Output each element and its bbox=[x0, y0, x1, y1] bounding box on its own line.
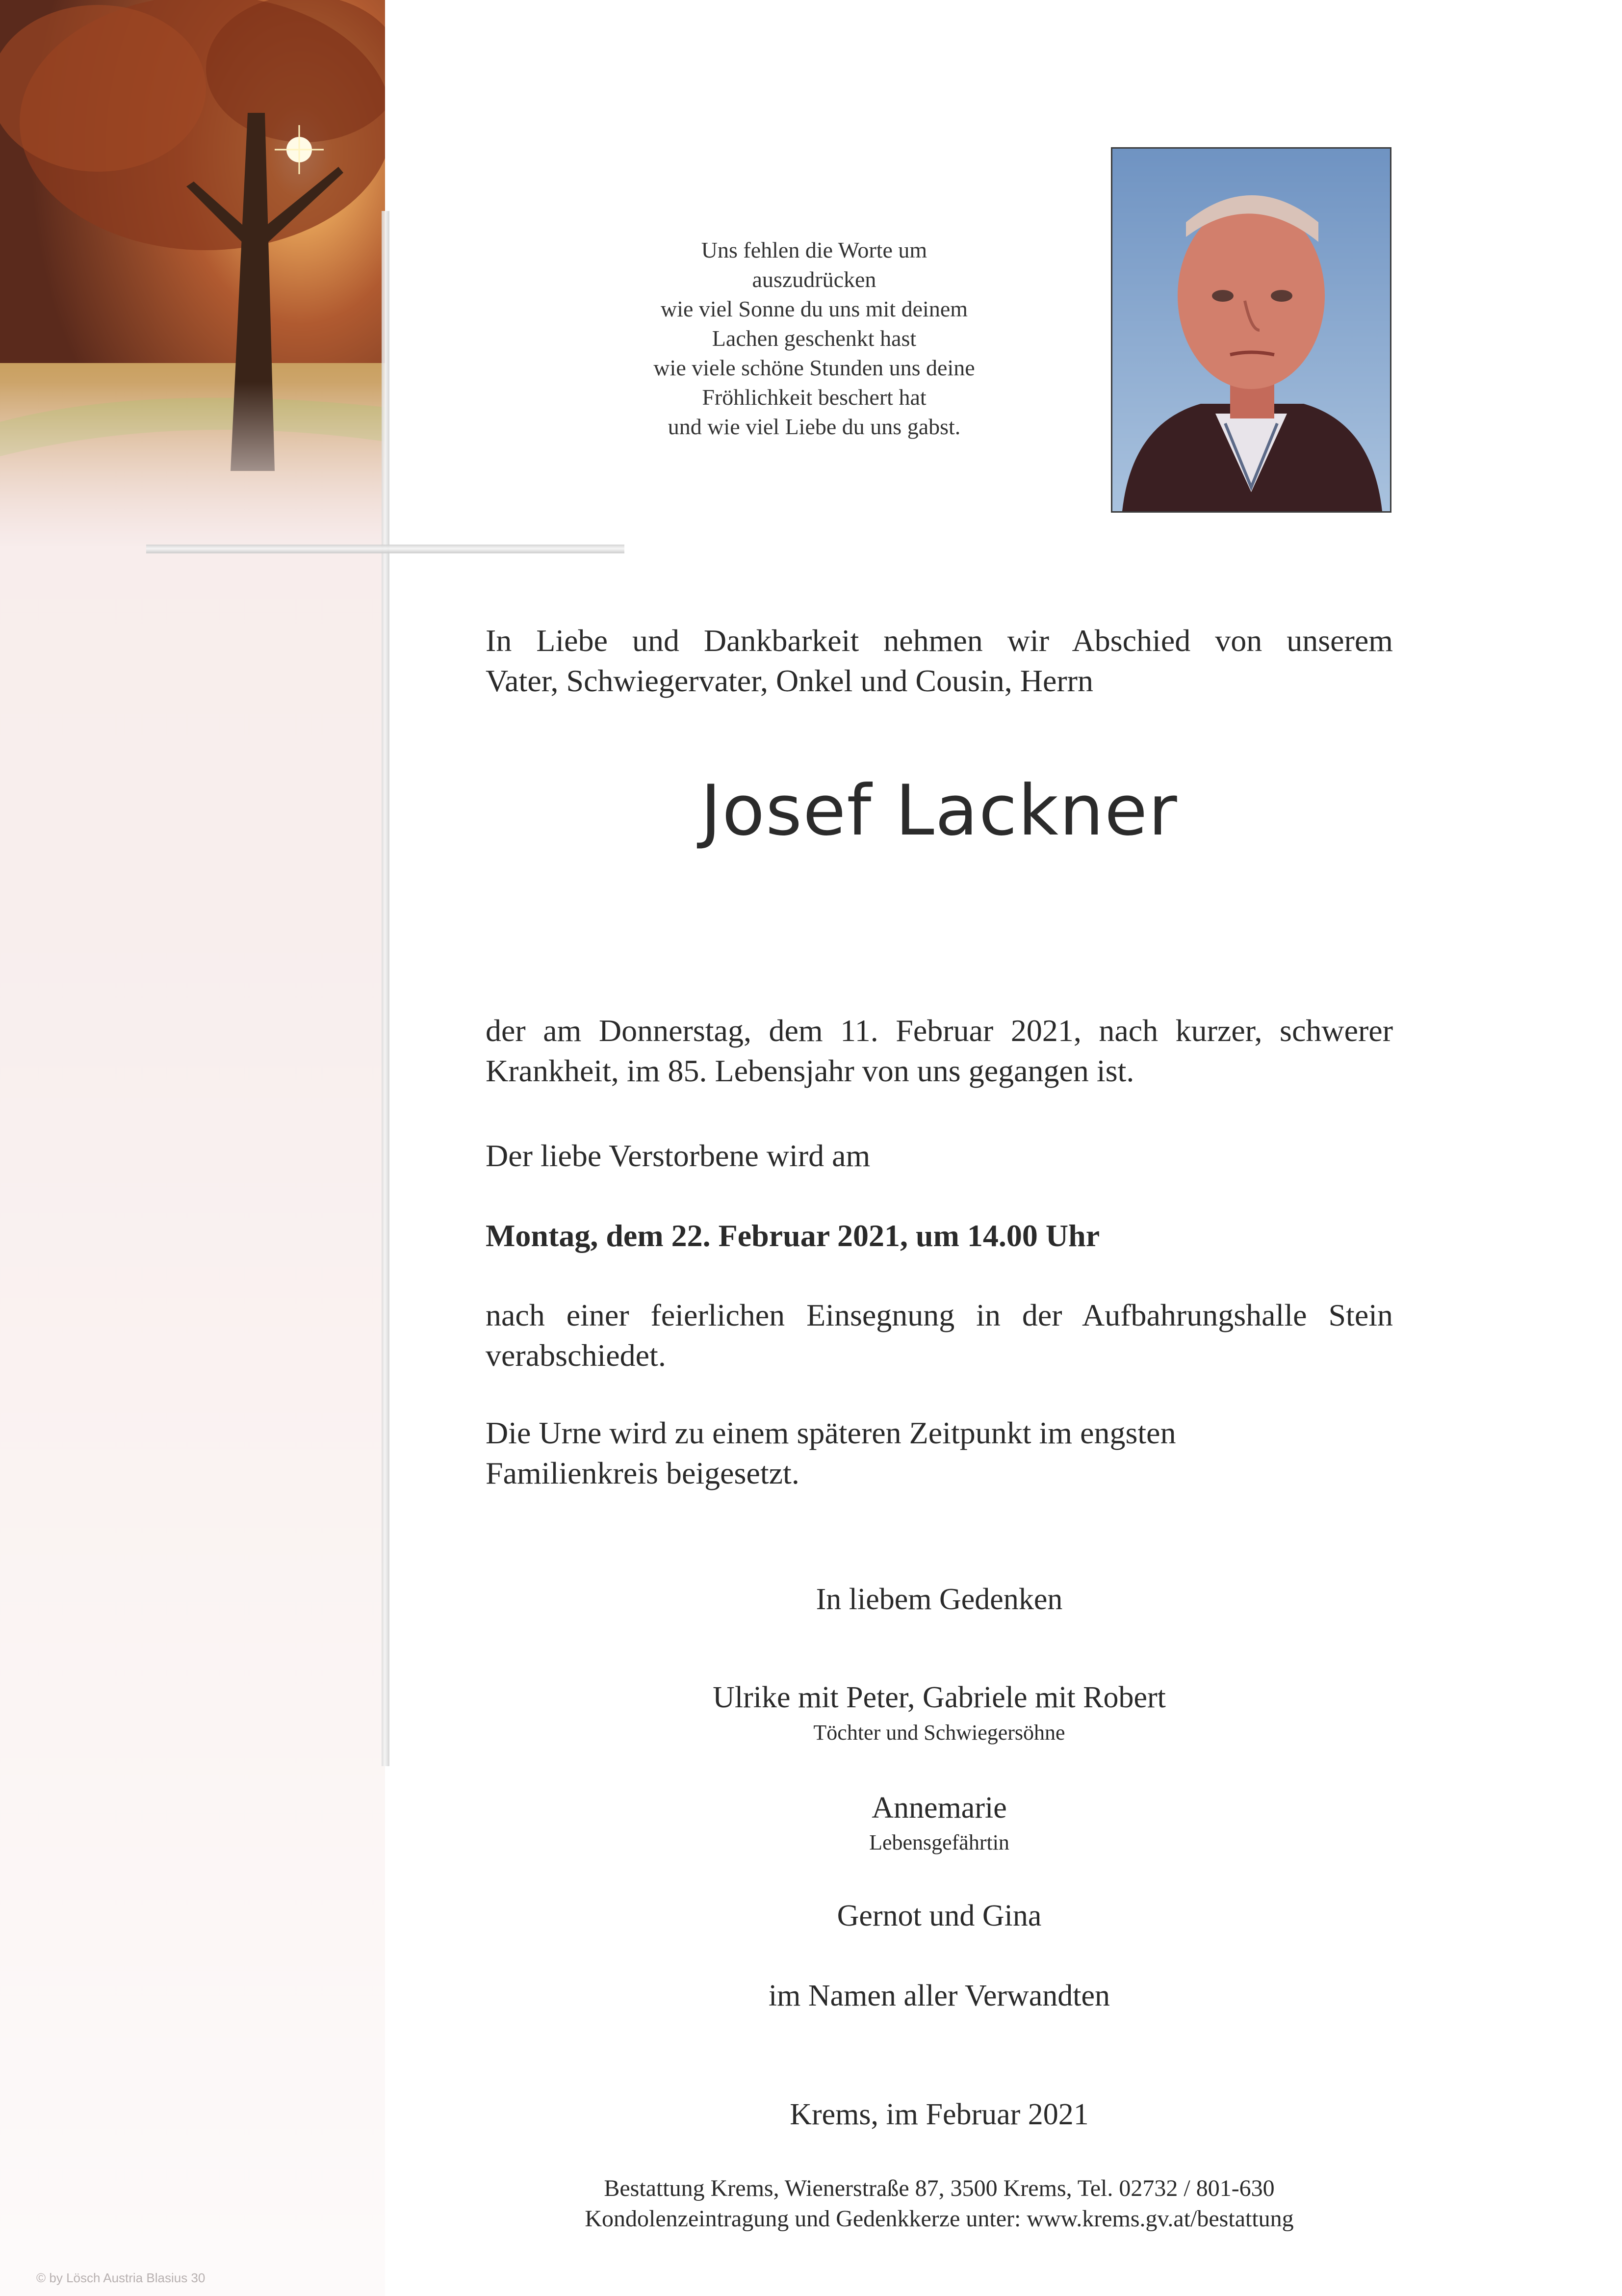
poem-line: auszudrücken bbox=[752, 267, 876, 292]
funeral-home-address: Bestattung Krems, Wienerstraße 87, 3500 Krems, Tel. 02732 / 801-630 bbox=[604, 2175, 1275, 2201]
ceremony-place bbox=[486, 1295, 1393, 1376]
mourners-heading: In liebem Gedenken bbox=[816, 1583, 1063, 1616]
funeral-home-info bbox=[486, 2173, 1393, 2234]
poem-line: wie viel Sonne du uns mit deinem bbox=[660, 296, 968, 321]
intro-line: Vater, Schwiegervater, Onkel und Cousin, Herrn bbox=[486, 663, 1093, 698]
cross-horizontal-bar bbox=[146, 545, 624, 553]
mourner-relation: Lebensgefährtin bbox=[869, 1830, 1009, 1854]
poem-line: Fröhlichkeit beschert hat bbox=[702, 385, 927, 410]
mourner-names: Gernot und Gina bbox=[837, 1899, 1042, 1932]
place-and-date: Krems, im Februar 2021 bbox=[790, 2098, 1089, 2131]
funeral-home-website: Kondolenzeintragung und Gedenkkerze unter: www.krems.gv.at/bestattung bbox=[585, 2206, 1294, 2232]
deceased-name: Josef Lackner bbox=[700, 770, 1178, 851]
poem-line: wie viele schöne Stunden uns deine bbox=[653, 355, 975, 380]
death-notice bbox=[486, 1011, 1393, 1091]
ceremony-place-line: nach einer feierlichen Einsegnung in der Aufbahrungshalle Stein bbox=[486, 1298, 1393, 1332]
poem-line: Uns fehlen die Worte um bbox=[701, 237, 927, 262]
intro-line: In Liebe und Dankbarkeit nehmen wir Abschied von unserem bbox=[486, 623, 1393, 658]
mourner-names: Annemarie bbox=[872, 1791, 1007, 1825]
memorial-poem bbox=[579, 235, 1050, 442]
copyright-note: © by Lösch Austria Blasius 30 bbox=[36, 2270, 206, 2285]
ceremony-place-line: verabschiedet. bbox=[486, 1338, 666, 1373]
mourner-relation: Töchter und Schwiegersöhne bbox=[813, 1721, 1065, 1745]
ceremony-date-time: Montag, dem 22. Februar 2021, um 14.00 Uhr bbox=[486, 1218, 1100, 1253]
urn-notice-line: Familienkreis beigesetzt. bbox=[486, 1456, 799, 1490]
mourners-closing: im Namen aller Verwandten bbox=[768, 1979, 1110, 2012]
poem-line: und wie viel Liebe du uns gabst. bbox=[668, 414, 961, 439]
mourner-names: Ulrike mit Peter, Gabriele mit Robert bbox=[713, 1681, 1166, 1714]
autumn-tree-image bbox=[0, 0, 385, 546]
poem-line: Lachen geschenkt hast bbox=[712, 326, 917, 351]
urn-notice-line: Die Urne wird zu einem späteren Zeitpunkt im engsten bbox=[486, 1415, 1176, 1450]
death-notice-line: Krankheit, im 85. Lebensjahr von uns gegangen ist. bbox=[486, 1053, 1134, 1088]
cross-vertical-bar bbox=[382, 211, 389, 1766]
intro-paragraph bbox=[486, 621, 1393, 701]
urn-notice bbox=[486, 1413, 1393, 1493]
death-notice-line: der am Donnerstag, dem 11. Februar 2021, nach kurzer, schwerer bbox=[486, 1013, 1393, 1048]
portrait-photo bbox=[1111, 147, 1391, 513]
ceremony-lead: Der liebe Verstorbene wird am bbox=[486, 1138, 871, 1173]
